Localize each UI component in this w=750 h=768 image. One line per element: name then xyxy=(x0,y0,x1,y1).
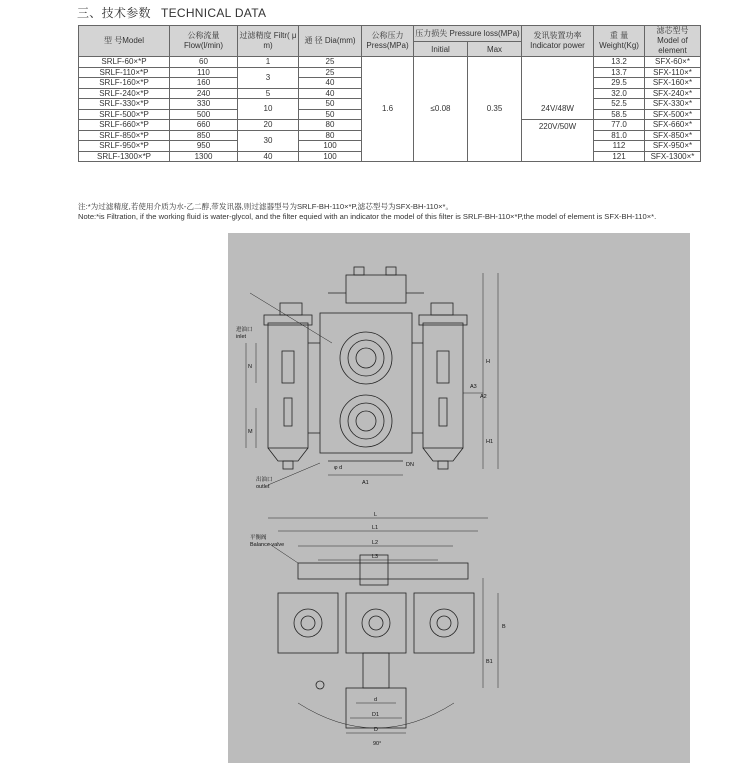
label-M: M xyxy=(248,429,253,435)
note-en: Note:*is Filtration, if the working fluid is water-glycol, and the filter equied with an indicator the model of this filter is SRLF-BH-110×*P,the model of element is SFX-BH-110×*. xyxy=(78,212,657,221)
header-filtr xyxy=(238,26,299,57)
cell-flow: 500 xyxy=(170,109,238,120)
cell-weight: 13.2 xyxy=(594,57,645,68)
header-flow xyxy=(170,26,238,57)
cell-weight: 52.5 xyxy=(594,99,645,110)
cell-weight: 13.7 xyxy=(594,67,645,78)
cell-indicator-1: 24V/48W xyxy=(522,57,594,120)
cell-weight: 29.5 xyxy=(594,78,645,89)
header-loss xyxy=(414,26,522,42)
cell-weight: 121 xyxy=(594,151,645,162)
cell-filtr: 30 xyxy=(238,130,299,151)
section-title xyxy=(77,4,266,21)
label-A2: A2 xyxy=(480,394,487,400)
label-H: H xyxy=(486,359,490,365)
cell-filtr: 3 xyxy=(238,67,299,88)
label-L3: L3 xyxy=(372,554,379,560)
cell-filtr: 10 xyxy=(238,99,299,120)
label-H1: H1 xyxy=(486,439,494,445)
label-D1: D1 xyxy=(372,712,380,718)
cell-model: SRLF-500×*P xyxy=(79,109,170,120)
technical-drawing xyxy=(228,233,690,763)
cell-weight: 77.0 xyxy=(594,120,645,131)
label-valve-cn: 平衡阀 xyxy=(250,535,267,541)
header-loss-initial: Initial xyxy=(414,42,468,57)
top-plug xyxy=(354,267,364,275)
cell-element: SFX-60×* xyxy=(645,57,701,68)
cell-weight: 81.0 xyxy=(594,130,645,141)
cell-filtr: 1 xyxy=(238,57,299,68)
header-loss-max: Max xyxy=(468,42,522,57)
drawing-svg xyxy=(228,233,690,763)
label-angle: 90° xyxy=(373,741,382,747)
note-cn: 注:*为过滤精度,若使用介质为水-乙二醇,带发讯器,则过滤器型号为SRLF-BH-110×*P,滤芯型号为SFX-BH-110×*。 xyxy=(78,202,454,211)
left-cover xyxy=(264,315,312,325)
cell-model: SRLF-240×*P xyxy=(79,88,170,99)
right-housing xyxy=(423,323,463,448)
cell-element: SFX-500×* xyxy=(645,109,701,120)
label-inlet-en: inlet xyxy=(236,334,247,340)
header-dia xyxy=(299,26,362,57)
cell-loss-initial: ≤0.08 xyxy=(414,57,468,162)
header-dia-text: 通 径 Dia(mm) xyxy=(304,36,356,45)
cell-filtr: 40 xyxy=(238,151,299,162)
technical-data-table xyxy=(78,25,701,162)
label-outlet-cn: 出油口 xyxy=(256,477,273,483)
table-row xyxy=(79,57,701,68)
cell-element: SFX-330×* xyxy=(645,99,701,110)
cell-model: SRLF-950×*P xyxy=(79,141,170,152)
cell-press: 1.6 xyxy=(362,57,414,162)
cell-flow: 850 xyxy=(170,130,238,141)
cell-flow: 660 xyxy=(170,120,238,131)
cell-element: SFX-850×* xyxy=(645,130,701,141)
cell-element: SFX-1300×* xyxy=(645,151,701,162)
left-housing xyxy=(268,323,308,448)
cell-model: SRLF-1300×*P xyxy=(79,151,170,162)
cell-model: SRLF-60×*P xyxy=(79,57,170,68)
header-press-text: 公称压力 Press(MPa) xyxy=(366,31,409,50)
cell-filtr: 20 xyxy=(238,120,299,131)
cell-dia: 50 xyxy=(299,109,362,120)
cell-flow: 950 xyxy=(170,141,238,152)
section-title-cn: 三、技术参数 xyxy=(77,6,151,20)
label-d: φ d xyxy=(334,465,343,471)
header-flow-text: 公称流量 Flow(l/min) xyxy=(183,31,224,50)
cell-element: SFX-660×* xyxy=(645,120,701,131)
label-B1: B1 xyxy=(486,659,493,665)
top-valve-block xyxy=(346,275,406,303)
header-indicator-text: 发讯装置功率 Indicator power xyxy=(530,31,585,50)
top-plug xyxy=(386,267,396,275)
header-element xyxy=(645,26,701,57)
left-flange xyxy=(278,593,338,653)
cell-dia: 100 xyxy=(299,151,362,162)
cell-flow: 240 xyxy=(170,88,238,99)
cell-dia: 40 xyxy=(299,88,362,99)
header-filtr-text: 过滤精度 Filtr( μ m) xyxy=(239,31,297,50)
label-outlet-en: outlet xyxy=(256,484,270,490)
label-L: L xyxy=(374,512,378,518)
label-DN: DN xyxy=(406,462,414,468)
central-body xyxy=(320,313,412,453)
cell-element: SFX-160×* xyxy=(645,78,701,89)
header-press xyxy=(362,26,414,57)
cell-model: SRLF-110×*P xyxy=(79,67,170,78)
cell-flow: 1300 xyxy=(170,151,238,162)
cell-model: SRLF-850×*P xyxy=(79,130,170,141)
cell-weight: 112 xyxy=(594,141,645,152)
header-model: 型 号Model xyxy=(79,26,170,57)
cell-model: SRLF-660×*P xyxy=(79,120,170,131)
cell-flow: 330 xyxy=(170,99,238,110)
cell-filtr: 5 xyxy=(238,88,299,99)
cell-dia: 40 xyxy=(299,78,362,89)
right-cap xyxy=(431,303,453,315)
header-weight-text: 重 量 Weight(Kg) xyxy=(599,31,639,50)
label-inlet-cn: 进油口 xyxy=(236,327,253,333)
label-valve-en: Balance valve xyxy=(250,542,285,548)
label-L2: L2 xyxy=(372,540,379,546)
cell-flow: 110 xyxy=(170,67,238,78)
cell-element: SFX-110×* xyxy=(645,67,701,78)
label-N: N xyxy=(248,364,252,370)
cell-weight: 58.5 xyxy=(594,109,645,120)
label-B: B xyxy=(502,624,506,630)
right-flange xyxy=(414,593,474,653)
label-D: D xyxy=(374,727,378,733)
cell-weight: 32.0 xyxy=(594,88,645,99)
label-L1: L1 xyxy=(372,525,379,531)
cell-model: SRLF-330×*P xyxy=(79,99,170,110)
section-title-en: TECHNICAL DATA xyxy=(160,6,267,20)
header-weight xyxy=(594,26,645,57)
cell-model: SRLF-160×*P xyxy=(79,78,170,89)
label-A1: A1 xyxy=(362,480,369,486)
cell-indicator-2: 220V/50W xyxy=(522,120,594,162)
balance-valve-bar xyxy=(298,563,468,579)
header-element-text: 滤芯型号 Model of element xyxy=(656,26,689,55)
label-A3: A3 xyxy=(470,384,477,390)
center-flange xyxy=(346,593,406,653)
cell-element: SFX-240×* xyxy=(645,88,701,99)
cell-dia: 80 xyxy=(299,130,362,141)
cell-loss-max: 0.35 xyxy=(468,57,522,162)
header-loss-text: 压力损失 Pressure loss(MPa) xyxy=(415,28,520,38)
cell-flow: 160 xyxy=(170,78,238,89)
cell-flow: 60 xyxy=(170,57,238,68)
cell-dia: 80 xyxy=(299,120,362,131)
cell-dia: 50 xyxy=(299,99,362,110)
cell-dia: 25 xyxy=(299,67,362,78)
bottom-outlet xyxy=(346,688,406,728)
cell-dia: 25 xyxy=(299,57,362,68)
header-indicator xyxy=(522,26,594,57)
cell-dia: 100 xyxy=(299,141,362,152)
right-cover xyxy=(419,315,467,325)
label-dd: d xyxy=(374,697,378,703)
cell-element: SFX-950×* xyxy=(645,141,701,152)
